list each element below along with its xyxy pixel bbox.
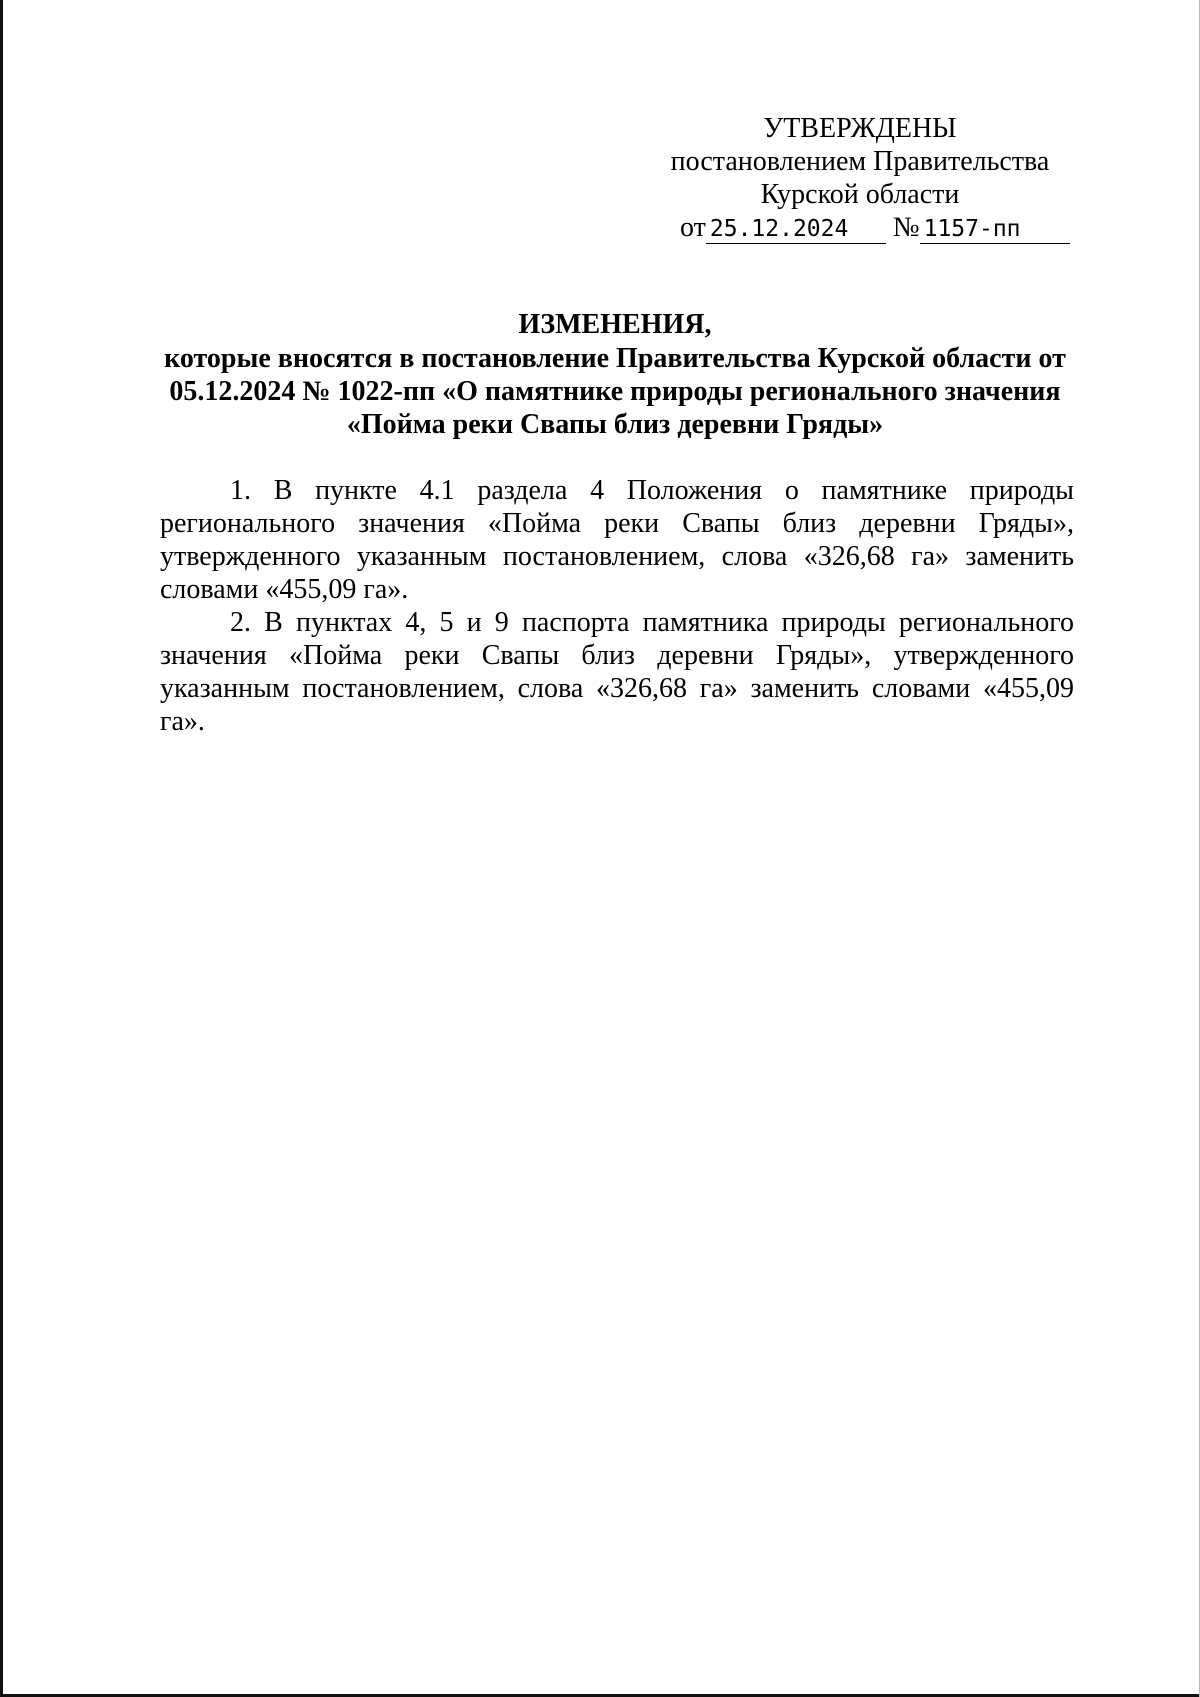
date-prefix: от — [680, 212, 706, 243]
document-title-block — [150, 308, 1080, 441]
approval-issuer: постановлением Правительства — [670, 146, 1050, 177]
scan-edge-left — [0, 0, 3, 1697]
approval-heading: УТВЕРЖДЕНЫ — [763, 113, 957, 144]
approval-date-number-line — [660, 211, 1060, 244]
document-subtitle: которые вносятся в постановление Правительства Курской области от 05.12.2024 № 1022-пп «О памятнике природы регионального значения «Пойма реки Свапы близ деревни Гряды» — [164, 343, 1066, 440]
approval-date-value: 25.12.2024 — [706, 216, 886, 244]
document-body — [160, 474, 1074, 738]
paragraph-2: 2. В пунктах 4, 5 и 9 паспорта памятника природы регионального значения «Пойма реки Свапы близ деревни Гряды», утвержденного указанным постановлением, слова «326,68 га» заменить словами «455,09 га». — [160, 607, 1074, 737]
number-prefix: № — [892, 212, 920, 243]
approval-region: Курской области — [760, 179, 960, 210]
approval-stamp-block — [660, 112, 1060, 244]
document-heading: ИЗМЕНЕНИЯ, — [518, 309, 712, 340]
paragraph-1: 1. В пункте 4.1 раздела 4 Положения о памятнике природы регионального значения «Пойма реки Свапы близ деревни Гряды», утвержденного указанным постановлением, слова «326,68 га» заменить словами «455,09 га». — [160, 475, 1074, 605]
approval-number-value: 1157-пп — [920, 216, 1070, 244]
